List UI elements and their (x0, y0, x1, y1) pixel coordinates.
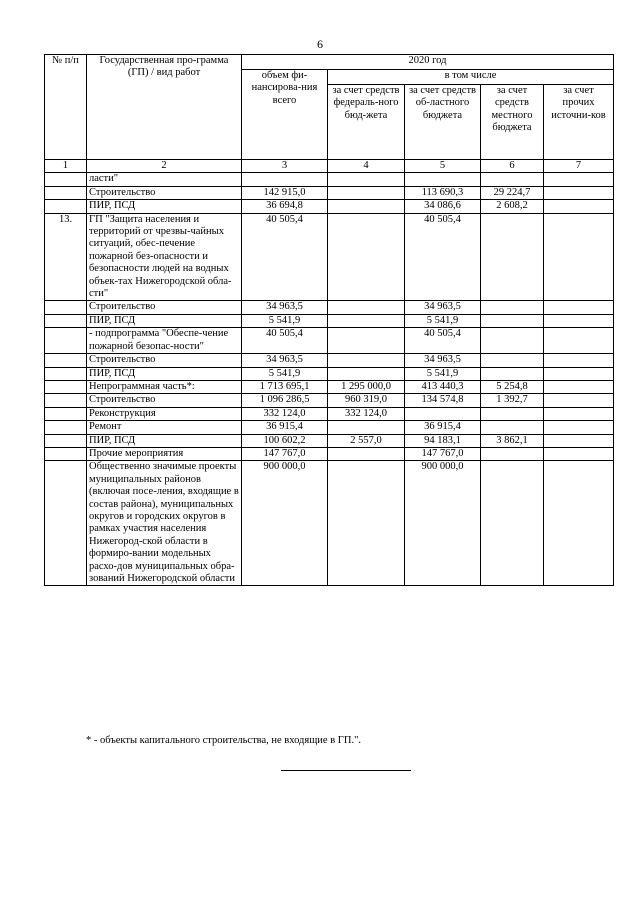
row-regional: 5 541,9 (405, 367, 481, 380)
table-row (45, 200, 614, 213)
row-name: ПИР, ПСД (87, 314, 242, 327)
header-year: 2020 год (242, 55, 614, 70)
row-number (45, 186, 87, 199)
table-row (45, 447, 614, 460)
row-total: 36 915,4 (242, 421, 328, 434)
row-regional: 94 183,1 (405, 434, 481, 447)
row-federal (328, 200, 405, 213)
row-total: 5 541,9 (242, 367, 328, 380)
row-total: 40 505,4 (242, 328, 328, 354)
row-other (544, 380, 614, 393)
row-other (544, 434, 614, 447)
row-federal (328, 461, 405, 586)
row-other (544, 461, 614, 586)
table-row (45, 421, 614, 434)
row-other (544, 328, 614, 354)
row-local: 2 608,2 (481, 200, 544, 213)
row-name: Строительство (87, 301, 242, 314)
table-row (45, 380, 614, 393)
row-total: 900 000,0 (242, 461, 328, 586)
index-row (45, 160, 614, 173)
index-cell: 3 (242, 160, 328, 173)
row-name: ГП "Защита населения и территорий от чрезвы-чайных ситуаций, обес-печение пожарной без-опасности и безопасности людей на водных объек-тах Нижегородской обла-сти" (87, 213, 242, 301)
row-other (544, 367, 614, 380)
row-regional: 5 541,9 (405, 314, 481, 327)
row-local (481, 301, 544, 314)
row-local (481, 328, 544, 354)
header-regional: за счет средств об-ластного бюджета (405, 85, 481, 160)
row-other (544, 200, 614, 213)
row-federal (328, 173, 405, 186)
table-row (45, 186, 614, 199)
row-name: Непрограммная часть*: (87, 380, 242, 393)
table-row (45, 367, 614, 380)
row-name: Строительство (87, 394, 242, 407)
financing-table (44, 54, 614, 586)
row-local (481, 447, 544, 460)
row-local (481, 213, 544, 301)
row-federal (328, 354, 405, 367)
header-no: № п/п (45, 55, 87, 160)
row-federal (328, 421, 405, 434)
table-row (45, 173, 614, 186)
row-total: 142 915,0 (242, 186, 328, 199)
row-other (544, 354, 614, 367)
row-name: ПИР, ПСД (87, 367, 242, 380)
row-local: 3 862,1 (481, 434, 544, 447)
row-total: 100 602,2 (242, 434, 328, 447)
row-regional: 34 086,6 (405, 200, 481, 213)
row-federal: 2 557,0 (328, 434, 405, 447)
row-name: Общественно значимые проекты муниципальных районов (включая посе-ления, входящие в состав района), муниципальных округов и городских округов в рамках участия населения Нижегород-ской области в формиро-вании модельных расхо-дов муниципальных обра-зований Нижегородской области (87, 461, 242, 586)
row-number (45, 314, 87, 327)
row-name: Ремонт (87, 421, 242, 434)
row-number (45, 354, 87, 367)
table-row (45, 301, 614, 314)
row-other (544, 173, 614, 186)
row-federal (328, 314, 405, 327)
row-number (45, 380, 87, 393)
row-regional: 34 963,5 (405, 354, 481, 367)
table-row (45, 314, 614, 327)
divider-line (281, 770, 411, 771)
row-other (544, 421, 614, 434)
row-federal: 960 319,0 (328, 394, 405, 407)
row-federal (328, 186, 405, 199)
table-row (45, 407, 614, 420)
page-number: 6 (317, 37, 323, 51)
row-other (544, 407, 614, 420)
row-local (481, 421, 544, 434)
row-name: Реконструкция (87, 407, 242, 420)
row-total: 5 541,9 (242, 314, 328, 327)
row-number (45, 173, 87, 186)
row-name: Прочие мероприятия (87, 447, 242, 460)
row-name: ПИР, ПСД (87, 200, 242, 213)
row-federal (328, 328, 405, 354)
row-local (481, 173, 544, 186)
row-number (45, 407, 87, 420)
index-cell: 4 (328, 160, 405, 173)
table-row (45, 461, 614, 586)
row-number (45, 447, 87, 460)
row-regional: 413 440,3 (405, 380, 481, 393)
row-regional (405, 173, 481, 186)
row-other (544, 314, 614, 327)
index-cell: 5 (405, 160, 481, 173)
footnote: * - объекты капитального строительства, не входящие в ГП.". (86, 735, 361, 746)
row-name: Строительство (87, 186, 242, 199)
row-regional: 40 505,4 (405, 213, 481, 301)
row-name: ПИР, ПСД (87, 434, 242, 447)
row-number (45, 301, 87, 314)
row-total: 36 694,8 (242, 200, 328, 213)
row-local: 29 224,7 (481, 186, 544, 199)
index-cell: 2 (87, 160, 242, 173)
table-row (45, 434, 614, 447)
index-cell: 1 (45, 160, 87, 173)
row-number (45, 200, 87, 213)
row-name: ласти" (87, 173, 242, 186)
row-number: 13. (45, 213, 87, 301)
row-regional: 34 963,5 (405, 301, 481, 314)
row-total: 332 124,0 (242, 407, 328, 420)
row-total: 40 505,4 (242, 213, 328, 301)
row-local (481, 407, 544, 420)
row-local (481, 314, 544, 327)
row-number (45, 434, 87, 447)
row-total: 147 767,0 (242, 447, 328, 460)
row-name: - подпрограмма "Обеспе-чение пожарной безопас-ности" (87, 328, 242, 354)
row-total (242, 173, 328, 186)
table-row (45, 213, 614, 301)
row-regional: 40 505,4 (405, 328, 481, 354)
row-number (45, 461, 87, 586)
row-regional: 147 767,0 (405, 447, 481, 460)
index-cell: 7 (544, 160, 614, 173)
row-federal: 332 124,0 (328, 407, 405, 420)
row-federal (328, 447, 405, 460)
row-federal (328, 213, 405, 301)
header-program: Государственная про-грамма (ГП) / вид работ (87, 55, 242, 160)
table-row (45, 354, 614, 367)
row-regional: 900 000,0 (405, 461, 481, 586)
row-total: 1 096 286,5 (242, 394, 328, 407)
index-cell: 6 (481, 160, 544, 173)
row-other (544, 213, 614, 301)
row-regional: 134 574,8 (405, 394, 481, 407)
row-local: 5 254,8 (481, 380, 544, 393)
header-federal: за счет средств федераль-ного бюд-жета (328, 85, 405, 160)
row-other (544, 186, 614, 199)
row-local (481, 367, 544, 380)
row-regional: 36 915,4 (405, 421, 481, 434)
row-local: 1 392,7 (481, 394, 544, 407)
row-total: 1 713 695,1 (242, 380, 328, 393)
row-number (45, 421, 87, 434)
row-federal: 1 295 000,0 (328, 380, 405, 393)
row-number (45, 367, 87, 380)
header-including: в том числе (328, 70, 614, 85)
row-number (45, 328, 87, 354)
header-other: за счет прочих источни-ков (544, 85, 614, 160)
row-total: 34 963,5 (242, 354, 328, 367)
row-total: 34 963,5 (242, 301, 328, 314)
row-other (544, 301, 614, 314)
row-other (544, 447, 614, 460)
row-local (481, 354, 544, 367)
row-number (45, 394, 87, 407)
row-federal (328, 367, 405, 380)
row-federal (328, 301, 405, 314)
row-regional (405, 407, 481, 420)
row-name: Строительство (87, 354, 242, 367)
row-local (481, 461, 544, 586)
header-local: за счет средств местного бюджета (481, 85, 544, 160)
header-total: объем фи-нансирова-ния всего (242, 70, 328, 160)
table-row (45, 328, 614, 354)
table-row (45, 394, 614, 407)
row-other (544, 394, 614, 407)
row-regional: 113 690,3 (405, 186, 481, 199)
